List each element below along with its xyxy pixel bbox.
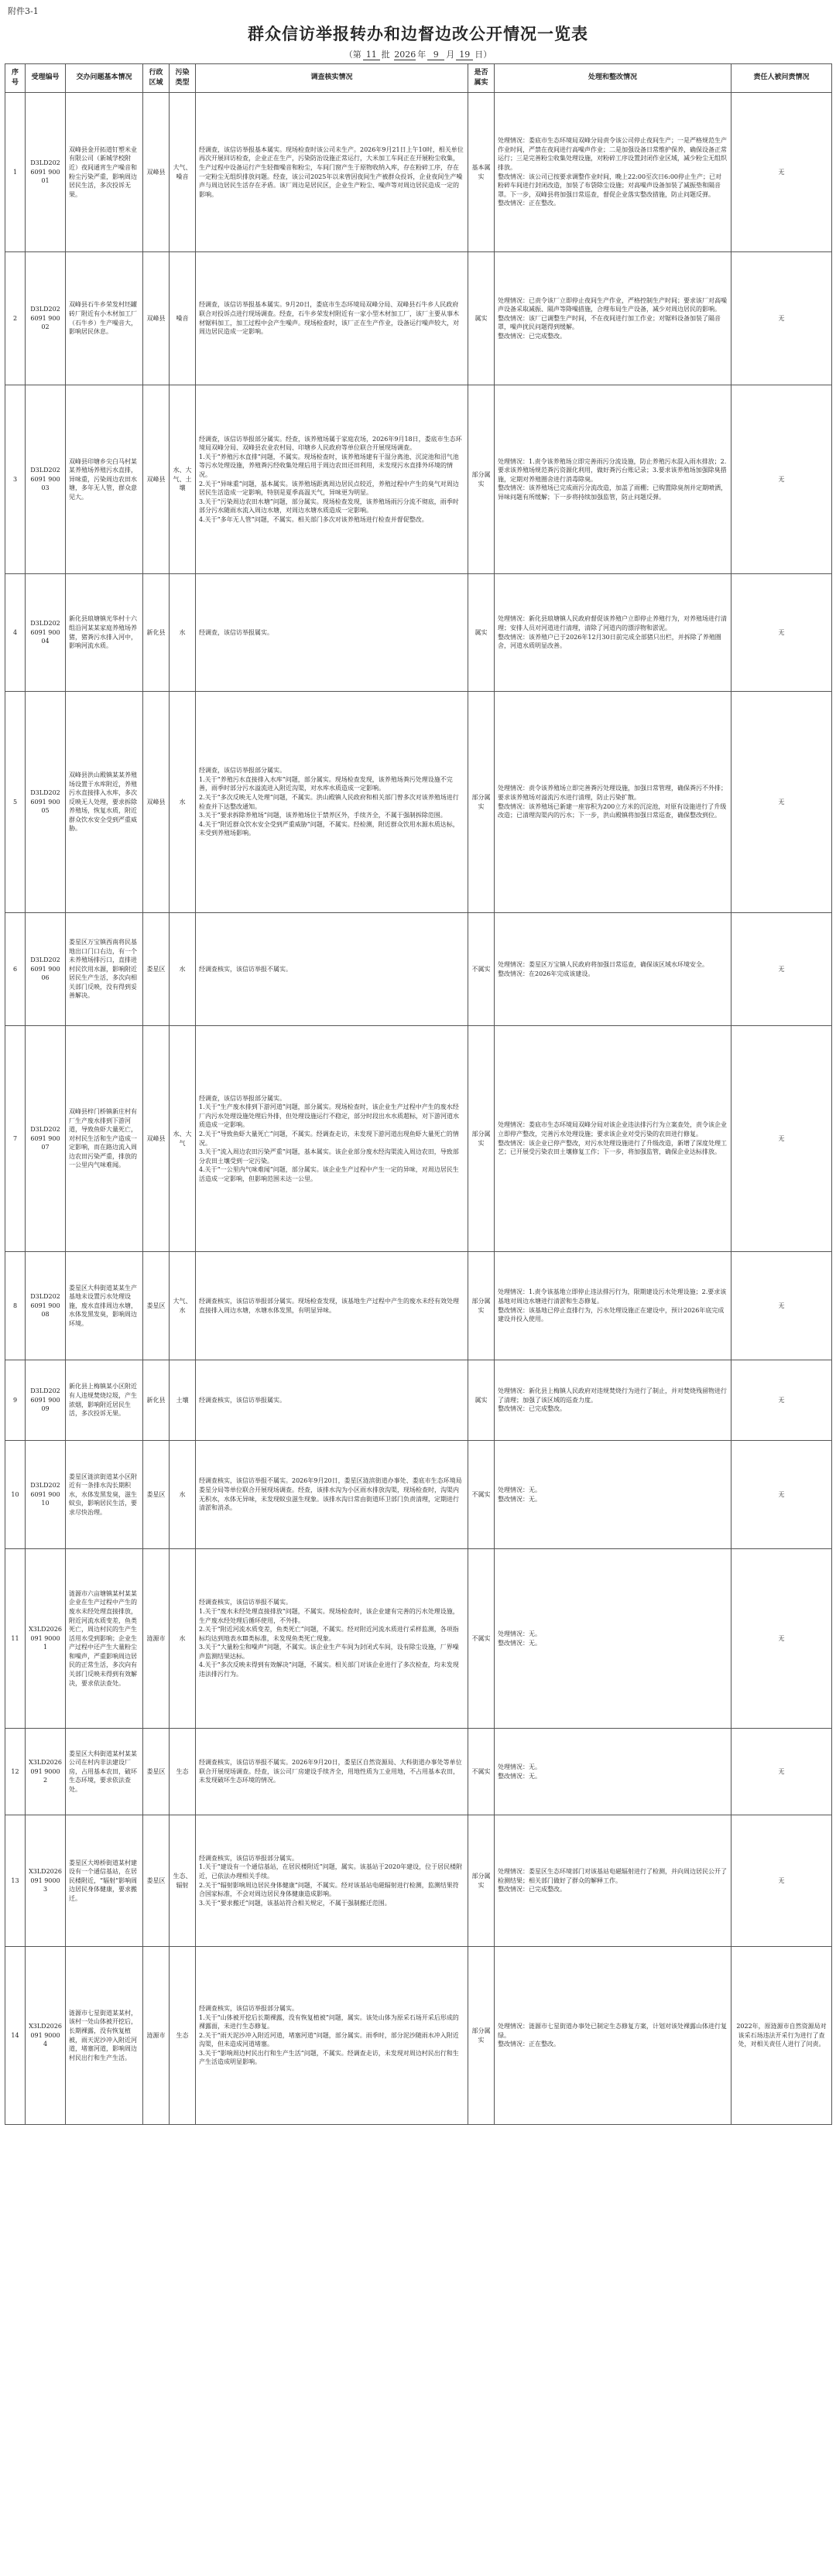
accountability: 无 (732, 574, 832, 692)
case-id: D3LD2026091 90009 (26, 1360, 66, 1441)
month-suffix: 月 (446, 50, 455, 60)
accountability: 无 (732, 252, 832, 385)
case-id: X3LD2026091 90004 (26, 1947, 66, 2125)
investigation-detail: 经调查核实，该信访举报属实。 (196, 1360, 468, 1441)
pollution-type: 水、大气 (170, 1026, 196, 1252)
verdict: 不属实 (468, 1729, 495, 1815)
case-id: D3LD2026091 90001 (26, 93, 66, 252)
issue-summary: 双峰县金开拓道钉塑米业有限公司（新城学校附近）夜间通宵生产噪音和粉尘污染严重，影响周边居民生活，多次投诉无果。 (66, 93, 143, 252)
verdict: 不属实 (468, 913, 495, 1026)
issue-summary: 新化县上梅镇某小区附近有人违规焚烧垃圾，产生浓烟，影响附近居民生活，多次投诉无果。 (66, 1360, 143, 1441)
region: 涟源市 (143, 1549, 170, 1729)
pollution-type: 大气、水 (170, 1252, 196, 1360)
region: 娄星区 (143, 913, 170, 1026)
row-number: 7 (5, 1026, 26, 1252)
verdict: 属实 (468, 1360, 495, 1441)
pollution-type: 土壤 (170, 1360, 196, 1441)
row-number: 6 (5, 913, 26, 1026)
pollution-type: 大气、噪音 (170, 93, 196, 252)
accountability: 无 (732, 93, 832, 252)
region: 双峰县 (143, 692, 170, 913)
investigation-detail: 经调查核实，该信访举报不属实。2026年9月20日，娄星区自然资源局、大科街道办事处等单位联合开展现场调查。经查，该公司厂房建设手续齐全，用地性质为工业用地，不占用基本农田，未发现破坏生态环境的情况。 (196, 1729, 468, 1815)
issue-summary: 双峰县石牛乡荣发村坯罐砖厂附近有小木材加工厂（石牛乡）生产噪音大，影响居民休息。 (66, 252, 143, 385)
measures: 处理情况：涟源市七星街道办事处已制定生态修复方案，计划对该处裸露山体进行复绿。 整改情况：正在整改。 (495, 1947, 732, 2125)
verdict: 部分属实 (468, 1252, 495, 1360)
case-id: D3LD2026091 90006 (26, 913, 66, 1026)
case-id: D3LD2026091 90005 (26, 692, 66, 913)
issue-summary: 娄星区涟滨街道某小区附近有一条排水沟长期积水，水体发黑发臭，滋生蚊虫，影响居民生活，要求尽快治理。 (66, 1441, 143, 1549)
verdict: 部分属实 (468, 692, 495, 913)
pollution-type: 生态 (170, 1947, 196, 2125)
investigation-detail: 经调查，该信访举报部分属实。经查，该养殖场属于家庭农场，2026年9月18日，娄底市生态环境局双峰分局、双峰县农业农村局、印塘乡人民政府等单位联合开展现场调查。 1.关于“养殖污水直排”问题，不属实。现场检查时，该养殖场建有干湿分离池、沉淀池和沼气池等污水处理设施，养殖粪污经收集处理后用于周边农田还田利用，未发现污水直排外环境的情况。 2.关于“异味重”问题，基本属实。该养殖场距离周边居民点较近，养殖过程中产生的臭气对周边居民生活造成一定影响，特别是夏季高温天气，异味更为明显。 3.关于“污染周边农田水塘”问题，部分属实。现场检查发现，该养殖场雨污分流不彻底，雨季时部分污水随雨水流入周边水塘，对周边水塘水质造成一定影响。 4.关于“多年无人管”问题，不属实。相关部门多次对该养殖场进行检查并督促整改。 (196, 385, 468, 574)
issue-summary: 娄星区大科街道某村某某公司在村内非法建设厂房，占用基本农田，破坏生态环境，要求依法查处。 (66, 1729, 143, 1815)
pollution-type: 水 (170, 692, 196, 913)
date-year: 2026 (394, 50, 416, 60)
batch-prefix: （第 (344, 50, 361, 60)
row-number: 11 (5, 1549, 26, 1729)
table-row (5, 574, 832, 692)
case-id: X3LD2026091 90003 (26, 1815, 66, 1947)
measures: 处理情况：娄星区生态环境部门对该基站电磁辐射进行了检测，并向周边居民公开了检测结果；相关部门做好了群众的解释工作。 整改情况：已完成整改。 (495, 1815, 732, 1947)
table-row (5, 1360, 832, 1441)
investigation-detail: 经调查核实，该信访举报部分属实。现场检查发现，该基地生产过程中产生的废水未经有效处理直接排入周边水塘，水塘水体发黑，有明显异味。 (196, 1252, 468, 1360)
row-number: 4 (5, 574, 26, 692)
pollution-type: 生态、辐射 (170, 1815, 196, 1947)
investigation-detail: 经调查核实，该信访举报不属实。2026年9月20日，娄星区涟滨街道办事处、娄底市生态环境局娄星分局等单位联合开展现场调查。经查，该排水沟为小区雨水排放沟渠，现场检查时，沟渠内无积水，水体无异味，未发现蚊虫滋生现象。该排水沟日常由街道环卫部门负责清理，定期进行清淤和消杀。 (196, 1441, 468, 1549)
accountability: 无 (732, 1441, 832, 1549)
row-number: 8 (5, 1252, 26, 1360)
verdict: 部分属实 (468, 1815, 495, 1947)
issue-summary: 涟源市六亩塘镇某村某某企业在生产过程中产生的废水未经处理直接排放，附近河流水质变差，鱼类死亡，周边村民的生产生活用水受到影响；企业生产过程中还产生大量粉尘和噪声，严重影响周边居民的正常生活，多次向有关部门反映未得到有效解决，要求依法查处。 (66, 1549, 143, 1729)
issue-summary: 新化县琅塘镇光华村十六组沿河某某家庭养殖场养猪，猪粪污水排入河中，影响河流水质。 (66, 574, 143, 692)
measures: 处理情况：无。 整改情况：无。 (495, 1549, 732, 1729)
pollution-type: 噪音 (170, 252, 196, 385)
measures: 处理情况：娄底市生态环境局双峰分局责令该公司停止夜间生产；一是严格规范生产作业时间，严禁在夜间进行高噪声作业；二是加强设备日常维护保养，确保设备正常运行；三是完善粉尘收集处理设施，对粉碎工序设置封闭作业区域，减少粉尘无组织排放。 整改情况：该公司已按要求调整作业时间，晚上22:00至次日6:00停止生产；已对粉碎车间进行封闭改造，加装了布袋除尘设施；对高噪声设备加装了减振垫和隔音罩。下一步，双峰县将加强日常巡查，督促企业落实整改措施，防止问题反弹。 整改情况：正在整改。 (495, 93, 732, 252)
verdict: 部分属实 (468, 1947, 495, 2125)
region: 双峰县 (143, 252, 170, 385)
table-row (5, 1549, 832, 1729)
table-row (5, 385, 832, 574)
investigation-detail: 经调查，该信访举报部分属实。 1.关于“生产废水排到下游河道”问题，部分属实。现场检查时，该企业生产过程中产生的废水经厂内污水处理设施处理后外排，但处理设施运行不稳定，部分时段出水水质超标，对下游河道水质造成一定影响。 2.关于“导致鱼虾大量死亡”问题，不属实。经调查走访，未发现下游河道出现鱼虾大量死亡的情况。 3.关于“流入周边农田污染严重”问题，基本属实。该企业部分废水经沟渠流入周边农田，导致部分农田土壤受到一定污染。 4.关于“一公里内气味难闻”问题，部分属实。该企业生产过程中产生一定的异味，对周边居民生活造成一定影响，但影响范围未达一公里。 (196, 1026, 468, 1252)
table-row (5, 1026, 832, 1252)
batch-date-line (0, 48, 836, 60)
accountability: 无 (732, 1026, 832, 1252)
region: 双峰县 (143, 93, 170, 252)
measures: 处理情况：已责令该厂立即停止夜间生产作业，严格控制生产时间；要求该厂对高噪声设备采取减振、隔声等降噪措施，合理布局生产设备，减少对周边居民的影响。 整改情况：该厂已调整生产时间，不在夜间进行加工作业；对锯料设备加装了隔音罩，噪声扰民问题得到缓解。 整改情况：已完成整改。 (495, 252, 732, 385)
col-header-resp: 责任人被问责情况 (732, 64, 832, 93)
table-row (5, 1252, 832, 1360)
issue-summary: 双峰县洪山殿镇某某养殖场设置于水库附近，养殖污水直接排入水库，多次反映无人处理，要求拆除养殖场，恢复水质，附近群众饮水安全受到严重威胁。 (66, 692, 143, 913)
region: 娄星区 (143, 1815, 170, 1947)
col-header-id: 受理编号 (26, 64, 66, 93)
row-number: 3 (5, 385, 26, 574)
accountability: 无 (732, 692, 832, 913)
case-id: X3LD2026091 90001 (26, 1549, 66, 1729)
case-id: D3LD2026091 90004 (26, 574, 66, 692)
pollution-type: 水 (170, 1549, 196, 1729)
region: 娄星区 (143, 1441, 170, 1549)
table-row (5, 913, 832, 1026)
accountability: 无 (732, 913, 832, 1026)
case-id: X3LD2026091 90002 (26, 1729, 66, 1815)
case-id: D3LD2026091 90002 (26, 252, 66, 385)
verdict: 不属实 (468, 1549, 495, 1729)
row-number: 13 (5, 1815, 26, 1947)
pollution-type: 水、大气、土壤 (170, 385, 196, 574)
measures: 处理情况：责令该养殖场立即完善粪污处理设施，加强日常管理，确保粪污不外排；要求该养殖场对溢流污水进行清理，防止污染扩散。 整改情况：该养殖场已新建一座容积为200立方米的沉淀池，对原有设施进行了升级改造；已清理沟渠内的污水；下一步，洪山殿镇将加强日常巡查，确保整改到位。 (495, 692, 732, 913)
accountability: 无 (732, 385, 832, 574)
region: 新化县 (143, 574, 170, 692)
investigation-detail: 经调查，该信访举报基本属实。9月20日，娄底市生态环境局双峰分局、双峰县石牛乡人民政府联合对投诉点进行现场调查。经查，石牛乡荣发村附近有一家小型木材加工厂，该厂主要从事木材锯料加工，加工过程中会产生噪声。现场检查时，该厂正在生产作业，设备运行噪声较大，对周边居民造成一定影响。 (196, 252, 468, 385)
case-id: D3LD2026091 90008 (26, 1252, 66, 1360)
region: 娄星区 (143, 1729, 170, 1815)
pollution-type: 生态 (170, 1729, 196, 1815)
investigation-detail: 经调查，该信访举报部分属实。 1.关于“养殖污水直接排入水库”问题，部分属实。现场检查发现，该养殖场粪污处理设施不完善，雨季时部分污水溢流进入附近沟渠，对水库水质造成一定影响。 2.关于“多次反映无人处理”问题，不属实。洪山殿镇人民政府和相关部门曾多次对该养殖场进行检查并下达整改通知。 3.关于“要求拆除养殖场”问题，该养殖场位于禁养区外，手续齐全，不属于强制拆除范围。 4.关于“附近群众饮水安全受到严重威胁”问题，不属实。经检测，附近群众饮用水源水质达标，未受到养殖场影响。 (196, 692, 468, 913)
investigation-detail: 经调查，该信访举报基本属实。现场检查时该公司未生产。2026年9月21日上午10时，相关单位再次开展回访检查，企业正在生产，污染防治设施正常运行，大米加工车间正在开展粉尘收集，生产过程中设备运行产生轻微噪音和粉尘，车间门窗产生于原物收纳入库，存在粉碎工序，存在一定粉尘无组织排放问题。经查，该公司2025年以来曾因夜间生产被群众投诉，企业夜间生产噪声与周边居民生活存在矛盾。该厂周边是居民区，企业生产粉尘、噪声等对周边居民造成一定的影响。 (196, 93, 468, 252)
table-header-row (5, 64, 832, 93)
region: 双峰县 (143, 1026, 170, 1252)
accountability: 无 (732, 1549, 832, 1729)
issue-summary: 娄星区大科街道某某生产基地未设置污水处理设施，废水直排周边水塘，水体发黑发臭，影响周边环境。 (66, 1252, 143, 1360)
investigation-detail: 经调查核实，该信访举报不属实。 (196, 913, 468, 1026)
pollution-type: 水 (170, 574, 196, 692)
col-header-type: 污染类型 (170, 64, 196, 93)
measures: 处理情况：娄星区万宝镇人民政府将加强日常巡查，确保该区域水环境安全。 整改情况：在2026年完成该建设。 (495, 913, 732, 1026)
row-number: 5 (5, 692, 26, 913)
verdict: 部分属实 (468, 385, 495, 574)
complaints-table (5, 63, 832, 2125)
measures: 处理情况：1.责令该基地立即停止违法排污行为，限期建设污水处理设施；2.要求该基地对周边水塘进行清淤和生态修复。 整改情况：该基地已停止直排行为，污水处理设施正在建设中，预计2026年底完成建设并投入使用。 (495, 1252, 732, 1360)
page-title: 群众信访举报转办和边督边改公开情况一览表 (248, 24, 588, 43)
measures: 处理情况：新化县上梅镇人民政府对违规焚烧行为进行了制止，并对焚烧残留物进行了清理；加强了该区域的巡查力度。 整改情况：已完成整改。 (495, 1360, 732, 1441)
accountability: 无 (732, 1815, 832, 1947)
row-number: 10 (5, 1441, 26, 1549)
date-day: 19 (456, 50, 473, 60)
col-header-no: 序号 (5, 64, 26, 93)
accountability: 2022年，原涟源市自然资源局对该采石场违法开采行为进行了查处，对相关责任人进行了问责。 (732, 1947, 832, 2125)
measures: 处理情况：1.责令该养殖场立即完善雨污分流设施，防止养殖污水混入雨水排放；2.要求该养殖场规范粪污资源化利用，做好粪污台账记录；3.要求该养殖场加强除臭措施，定期对养殖圈舍进行消毒除臭。 整改情况：该养殖场已完成雨污分流改造，加盖了雨棚；已购置除臭剂并定期喷洒，异味问题有所缓解；下一步将持续加强监管，防止问题反弹。 (495, 385, 732, 574)
row-number: 1 (5, 93, 26, 252)
row-number: 2 (5, 252, 26, 385)
investigation-detail: 经调查，该信访举报属实。 (196, 574, 468, 692)
col-header-detail: 调查核实情况 (196, 64, 468, 93)
case-id: D3LD2026091 90010 (26, 1441, 66, 1549)
investigation-detail: 经调查核实，该信访举报不属实。 1.关于“废水未经处理直接排放”问题，不属实。现场检查时，该企业建有完善的污水处理设施，生产废水经处理后循环使用，不外排。 2.关于“附近河流水质变差，鱼类死亡”问题，不属实。经对附近河流水质进行采样监测，各项指标均达到地表水Ⅲ类标准，未发现鱼类死亡现象。 3.关于“大量粉尘和噪声”问题，不属实。该企业生产车间为封闭式车间，设有除尘设施，厂界噪声监测结果达标。 4.关于“多次反映未得到有效解决”问题，不属实。相关部门对该企业进行了多次检查，均未发现违法排污行为。 (196, 1549, 468, 1729)
table-row (5, 1441, 832, 1549)
measures: 处理情况：无。 整改情况：无。 (495, 1441, 732, 1549)
col-header-issue: 交办问题基本情况 (66, 64, 143, 93)
verdict: 基本属实 (468, 93, 495, 252)
measures: 处理情况：无。 整改情况：无。 (495, 1729, 732, 1815)
table-row (5, 1815, 832, 1947)
verdict: 属实 (468, 574, 495, 692)
date-month: 9 (427, 50, 444, 60)
accountability: 无 (732, 1252, 832, 1360)
row-number: 12 (5, 1729, 26, 1815)
year-suffix: 年 (417, 50, 427, 60)
region: 涟源市 (143, 1947, 170, 2125)
table-row (5, 1729, 832, 1815)
batch-number: 11 (363, 50, 380, 60)
batch-mid: 批 (381, 50, 390, 60)
table-row (5, 692, 832, 913)
table-row (5, 252, 832, 385)
region: 双峰县 (143, 385, 170, 574)
col-header-measures: 处理和整改情况 (495, 64, 732, 93)
case-id: D3LD2026091 90007 (26, 1026, 66, 1252)
table-row (5, 93, 832, 252)
accountability: 无 (732, 1360, 832, 1441)
day-suffix: 日） (475, 50, 492, 60)
region: 娄星区 (143, 1252, 170, 1360)
row-number: 14 (5, 1947, 26, 2125)
investigation-detail: 经调查核实，该信访举报部分属实。 1.关于“山体被开挖后长期裸露，没有恢复植被”问题，属实。该处山体为原采石场开采后形成的裸露面，未进行生态修复。 2.关于“雨天泥沙冲入附近河道，堵塞河道”问题，部分属实。雨季时，部分泥沙随雨水冲入附近沟渠，但未造成河道堵塞。 3.关于“影响周边村民出行和生产生活”问题，不属实。经调查走访，未发现对周边村民出行和生产生活造成明显影响。 (196, 1947, 468, 2125)
measures: 处理情况：新化县琅塘镇人民政府督促该养殖户立即停止养殖行为，对养殖场进行清理；安排人员对河道进行清理，清除了河道内的漂浮物和淤泥。 整改情况：该养殖户已于2026年12月30日前完成全部猪只出栏，并拆除了养殖圈舍，河道水质明显改善。 (495, 574, 732, 692)
verdict: 部分属实 (468, 1026, 495, 1252)
issue-summary: 涟源市七星街道某某村，该村一处山体被开挖后，长期裸露，没有恢复植被，雨天泥沙冲入附近河道，堵塞河道，影响周边村民出行和生产生活。 (66, 1947, 143, 2125)
table-row (5, 1947, 832, 2125)
investigation-detail: 经调查核实，该信访举报部分属实。 1.关于“建设有一个通信基站，在居民楼附近”问题，属实。该基站于2020年建设，位于居民楼附近，已依法办理相关手续。 2.关于“辐射影响周边居民身体健康”问题，不属实。经对该基站电磁辐射进行检测，监测结果符合国家标准，不会对周边居民身体健康造成影响。 3.关于“要求搬迁”问题，该基站符合相关规定，不属于强制搬迁范围。 (196, 1815, 468, 1947)
row-number: 9 (5, 1360, 26, 1441)
col-header-real: 是否属实 (468, 64, 495, 93)
accountability: 无 (732, 1729, 832, 1815)
issue-summary: 双峰县梓门桥镇新庄村有厂生产废水排到下游河道，导致鱼虾大量死亡，对村民生活和生产造成一定影响，而在路边流入周边农田污染严重，排放的一公里内气味难闻。 (66, 1026, 143, 1252)
col-header-region: 行政区域 (143, 64, 170, 93)
pollution-type: 水 (170, 1441, 196, 1549)
verdict: 属实 (468, 252, 495, 385)
issue-summary: 娄星区大埠桥街道某村建设有一个通信基站，在居民楼附近，“辐射”影响周边居民身体健康，要求搬迁。 (66, 1815, 143, 1947)
case-id: D3LD2026091 90003 (26, 385, 66, 574)
verdict: 不属实 (468, 1441, 495, 1549)
region: 新化县 (143, 1360, 170, 1441)
pollution-type: 水 (170, 913, 196, 1026)
issue-summary: 娄星区万宝镇西南将民基地出口门口右边，有一个未养殖场排污口，直排进村民饮用水源，影响附近居民生产生活，多次向相关部门反映，没有得到妥善解决。 (66, 913, 143, 1026)
measures: 处理情况：娄底市生态环境局双峰分局对该企业违法排污行为立案查处，责令该企业立即停产整改，完善污水处理设施；要求该企业对受污染的农田进行修复。 整改情况：该企业已停产整改，对污水处理设施进行了升级改造，新增了深度处理工艺；已开展受污染农田土壤修复工作；下一步，将加强监管，确保企业达标排放。 (495, 1026, 732, 1252)
issue-summary: 双峰县印塘乡尖白马村某某养殖场养殖污水直排，异味重，污染周边农田水塘，多年无人管，群众意见大。 (66, 385, 143, 574)
annex-label: 附件3-1 (8, 6, 39, 16)
